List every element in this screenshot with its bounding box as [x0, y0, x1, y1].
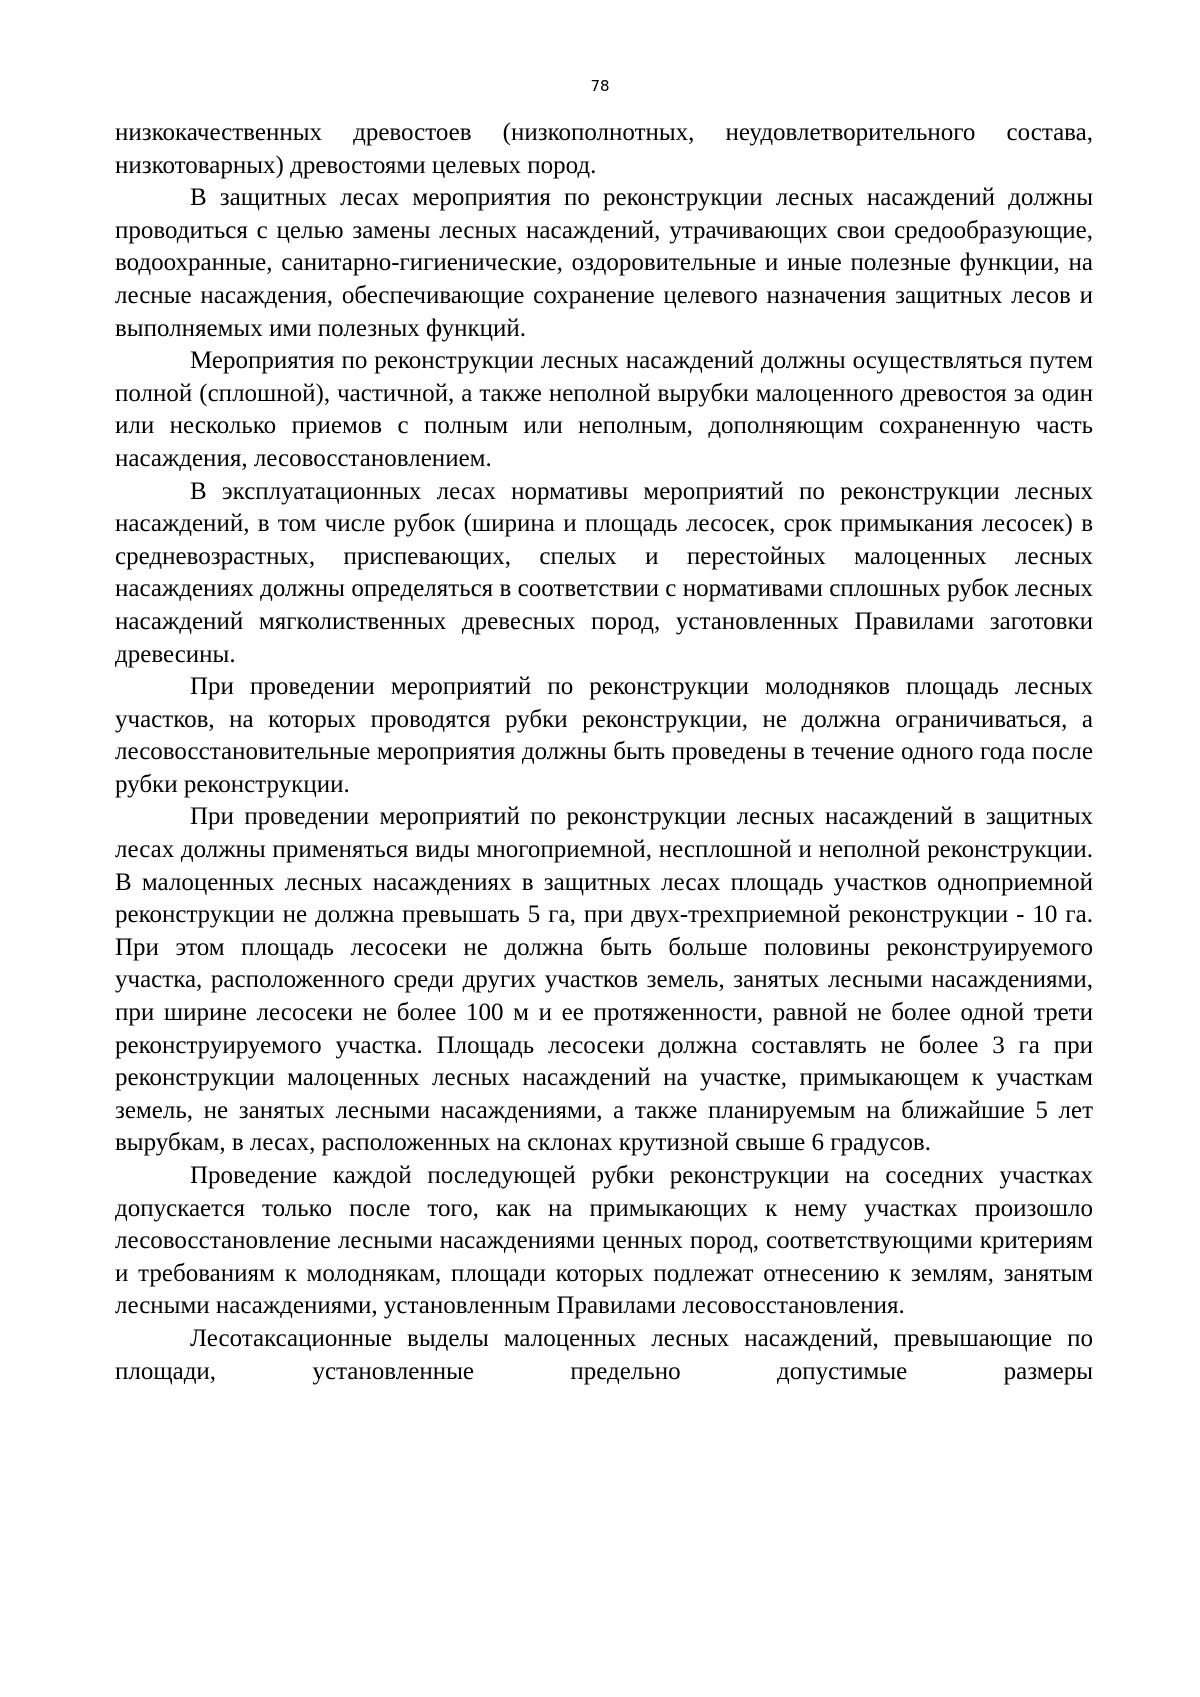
- paragraph: При проведении мероприятий по реконструкции лесных насаждений в защитных лесах должны применяться виды многоприемной, несплошной и неполной реконструкции. В малоценных лесных насаждениях в защитных лесах площадь участков одноприемной реконструкции не должна превышать 5 га, при двух-трехприемной реконструкции - 10 га. При этом площадь лесосеки не должна быть больше половины реконструируемого участка, расположенного среди других участков земель, занятых лесными насаждениями, при ширине лесосеки не более 100 м и ее протяженности, равной не более одной трети реконструируемого участка. Площадь лесосеки должна составлять не более 3 га при реконструкции малоценных лесных насаждений на участке, примыкающем к участкам земель, не занятых лесными насаждениями, а также планируемым на ближайшие 5 лет вырубкам, в лесах, расположенных на склонах крутизной свыше 6 градусов.: [115, 803, 1093, 1157]
- page-number: 78: [590, 77, 610, 95]
- paragraph: Проведение каждой последующей рубки реконструкции на соседних участках допускается только после того, как на примыкающих к нему участках произошло лесовосстановление лесными насаждениями ценных пород, соответствующими критериям и требованиям к молоднякам, площади которых подлежат отнесению к землям, занятым лесными насаждениями, установленным Правилами лесовосстановления.: [115, 1162, 1093, 1320]
- paragraph: При проведении мероприятий по реконструкции молодняков площадь лесных участков, на которых проводятся рубки реконструкции, не должна ограничиваться, а лесовосстановительные мероприятия должны быть проведены в течение одного года после рубки реконструкции.: [115, 673, 1093, 798]
- document-body: [115, 117, 1093, 1388]
- paragraph: В защитных лесах мероприятия по реконструкции лесных насаждений должны проводиться с целью замены лесных насаждений, утрачивающих свои средообразующие, водоохранные, санитарно-гигиенические, оздоровительные и иные полезные функции, на лесные насаждения, обеспечивающие сохранение целевого назначения защитных лесов и выполняемых ими полезных функций.: [115, 184, 1093, 342]
- paragraph-continued: Лесотаксационные выделы малоценных лесных насаждений, превышающие по площади, установленные предельно допустимые размеры: [115, 1324, 1093, 1385]
- paragraph: Мероприятия по реконструкции лесных насаждений должны осуществляться путем полной (сплошной), частичной, а также неполной вырубки малоценного древостоя за один или несколько приемов с полным или неполным, дополняющим сохраненную часть насаждения, лесовосстановлением.: [115, 347, 1093, 472]
- paragraph-continuation: низкокачественных древостоев (низкополнотных, неудовлетворительного состава, низкотоварных) древостоями целевых пород.: [115, 119, 1093, 179]
- paragraph: В эксплуатационных лесах нормативы мероприятий по реконструкции лесных насаждений, в том числе рубок (ширина и площадь лесосек, срок примыкания лесосек) в средневозрастных, приспевающих, спелых и перестойных малоценных лесных насаждениях должны определяться в соответствии с нормативами сплошных рубок лесных насаждений мягколиственных древесных пород, установленных Правилами заготовки древесины.: [115, 477, 1093, 668]
